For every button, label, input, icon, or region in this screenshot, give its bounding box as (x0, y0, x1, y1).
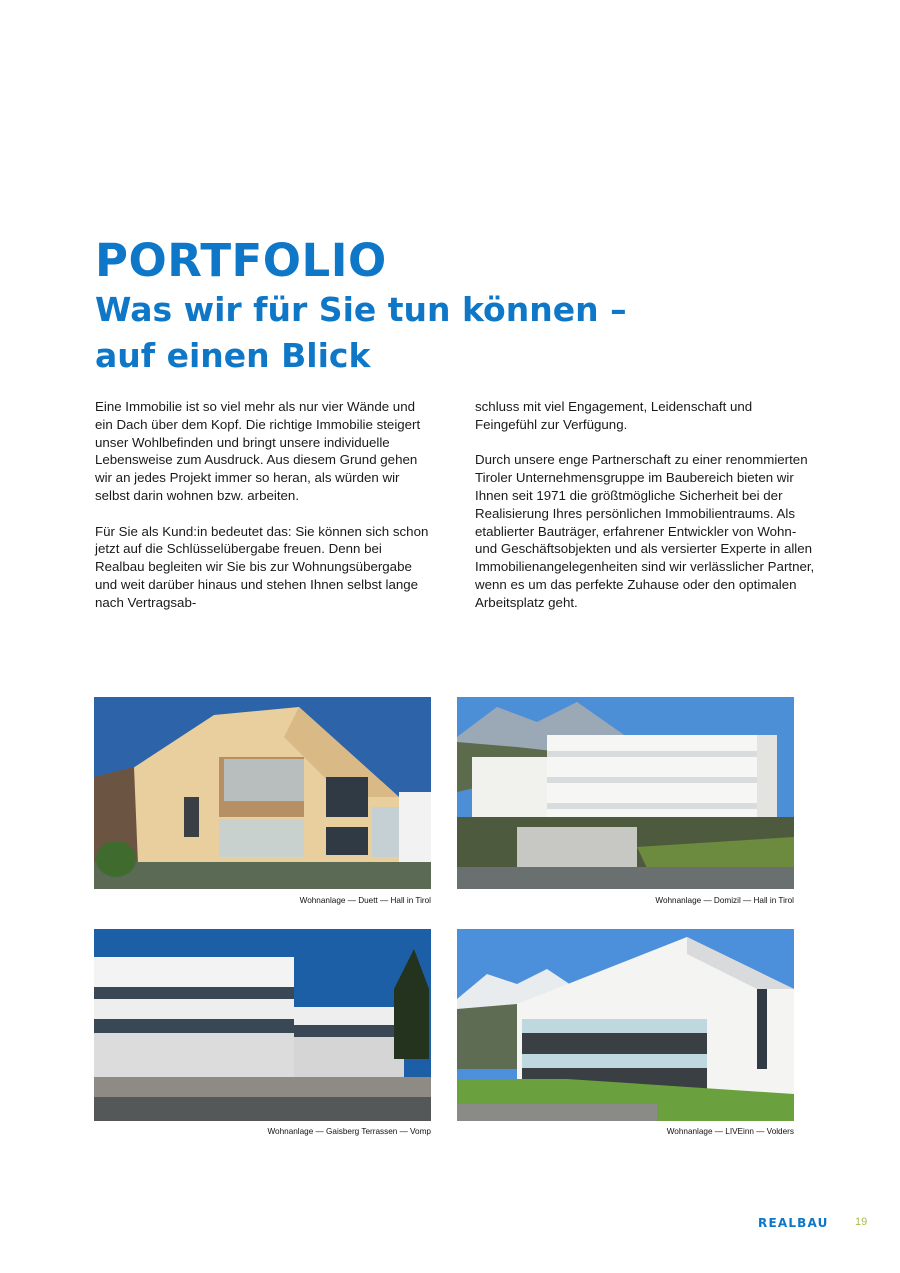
text-column-right (475, 398, 815, 629)
page-number: 19 (855, 1216, 868, 1228)
paragraph: Für Sie als Kund:in bedeutet das: Sie können sich schon jetzt auf die Schlüsselübergabe freuen. Denn bei Realbau begleiten wir Sie bis zur Wohnungsübergabe und weit darüber hinaus und stehen Ihnen selbst lange nach Vertragsab- (95, 523, 429, 610)
photo-caption: Wohnanlage — LIVEinn — Volders (666, 1127, 794, 1136)
photo-domizil (457, 697, 794, 889)
page-heading (95, 236, 627, 378)
photo-duett (94, 697, 431, 889)
photo-caption: Wohnanlage — Duett — Hall in Tirol (299, 896, 431, 905)
paragraph: Eine Immobilie ist so viel mehr als nur vier Wände und ein Dach über dem Kopf. Die richtige Immobilie steigert unser Wohlbefinden und bringt unsere individuelle Lebensweise zum Ausdruck. Aus diesem Grund gehen wir an jedes Projekt immer so heran, als würden wir selbst darin wohnen bzw. arbeiten. (95, 399, 421, 503)
photo-gaisberg-terrassen (94, 929, 431, 1121)
photo-liveinn (457, 929, 794, 1121)
page-subtitle-line-1: Was wir für Sie tun können – (95, 290, 627, 329)
page-title: PORTFOLIO (95, 234, 387, 287)
paragraph: schluss mit viel Engagement, Leidenschaft und Feingefühl zur Verfügung. (475, 399, 753, 432)
photo-caption: Wohnanlage — Gaisberg Terrassen — Vomp (267, 1127, 431, 1136)
paragraph: Durch unsere enge Partnerschaft zu einer renommierten Tiroler Unternehmensgruppe im Baubereich bieten wir Ihnen seit 1971 die größtmögliche Sicherheit bei der Realisierung Ihres persönlichen Immobilientraums. Als etablierter Bauträger, erfahrener Entwickler von Wohn- und Geschäftsobjekten und als versierter Experte in allen Immobilienangelegenheiten sind wir verlässlicher Partner, wenn es um das perfekte Zuhause oder den optimalen Arbeitsplatz geht. (475, 452, 815, 610)
page-subtitle-line-2: auf einen Blick (95, 336, 371, 375)
brand-logo: REALBAU (758, 1216, 829, 1230)
photo-caption: Wohnanlage — Domizil — Hall in Tirol (655, 896, 794, 905)
text-column-left (95, 398, 435, 629)
